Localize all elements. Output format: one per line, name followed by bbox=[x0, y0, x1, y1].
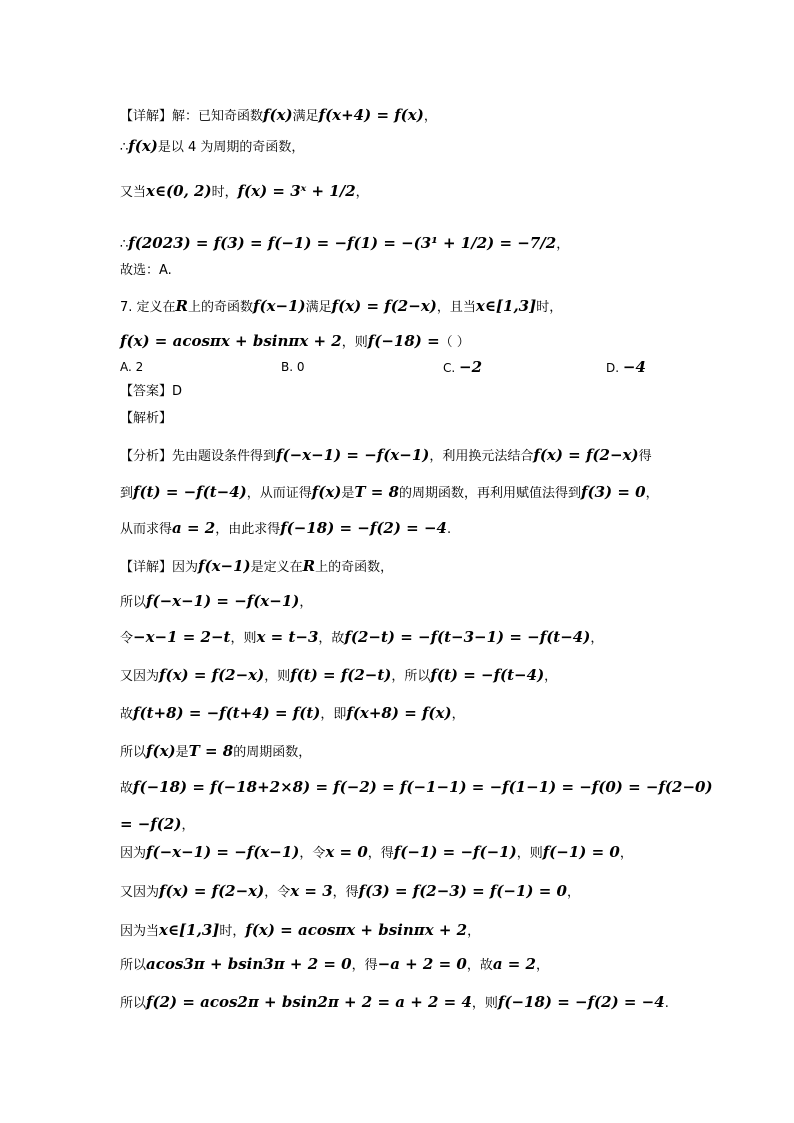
math-expression: f(x−1) bbox=[253, 297, 306, 315]
text-run: 因为 bbox=[120, 846, 147, 861]
math-expression: f(x) = f(2−x) bbox=[159, 882, 265, 900]
text-run: ， bbox=[299, 595, 313, 610]
text-run: 所以 bbox=[120, 745, 147, 760]
math-expression: f(−18) = −f(2) = −4 bbox=[280, 519, 447, 537]
math-expression: f(−18) = −f(2) = −4 bbox=[497, 993, 665, 1011]
math-expression: f(3) = f(2−3) = f(−1) = 0 bbox=[358, 882, 567, 900]
text-run: ，则 bbox=[516, 846, 543, 861]
text-run: ，则 bbox=[341, 335, 368, 350]
option-a bbox=[120, 360, 143, 374]
solution-line-5 bbox=[120, 704, 465, 723]
text-run: 到 bbox=[120, 486, 134, 501]
math-expression: f(−1) = 0 bbox=[542, 843, 620, 861]
detail-line-1 bbox=[120, 106, 437, 125]
solution-line-8 bbox=[120, 815, 194, 834]
text-run: C. bbox=[443, 361, 460, 375]
math-expression: x = 0 bbox=[325, 843, 368, 861]
solution-line-10 bbox=[120, 882, 580, 901]
math-expression: T = 8 bbox=[354, 483, 400, 501]
solution-line-6 bbox=[120, 742, 311, 761]
text-run: ，故 bbox=[466, 958, 493, 973]
math-expression: f(t) = −f(t−4) bbox=[133, 483, 247, 501]
text-run: 故 bbox=[120, 781, 134, 796]
math-expression: f(2) = acos2π + bsin2π + 2 = a + 2 = 4 bbox=[146, 993, 472, 1011]
math-expression: x = 3 bbox=[290, 882, 333, 900]
solution-line-9 bbox=[120, 843, 633, 862]
text-run: 【详解】解：已知奇函数 bbox=[120, 109, 264, 124]
math-expression: f(2−t) = −f(t−3−1) = −f(t−4) bbox=[344, 628, 591, 646]
text-run: 时， bbox=[219, 924, 246, 939]
math-expression: f(x) = acosπx + bsinπx + 2 bbox=[120, 332, 342, 350]
math-expression: acos3π + bsin3π + 2 = 0 bbox=[146, 955, 352, 973]
text-run: ，得 bbox=[332, 885, 359, 900]
text-run: 【解析】 bbox=[120, 411, 173, 426]
math-expression: f(−18) = bbox=[367, 332, 440, 350]
math-expression: f(3) = 0 bbox=[581, 483, 646, 501]
math-expression: −2 bbox=[459, 358, 483, 376]
text-run: ， bbox=[451, 707, 465, 722]
text-run: ， bbox=[467, 924, 481, 939]
text-run: 故 bbox=[120, 707, 134, 722]
option-c bbox=[443, 358, 482, 376]
math-expression: f(2023) = f(3) = f(−1) = −f(1) = −(3¹ + 1/2) = −7/2 bbox=[128, 234, 557, 252]
text-run: 【答案】D bbox=[120, 384, 183, 399]
math-expression: f(−18) = f(−18+2×8) = f(−2) = f(−1−1) = −f(1−1) = −f(0) = −f(2−0) bbox=[133, 778, 713, 796]
math-expression: −x−1 = 2−t bbox=[133, 628, 231, 646]
math-expression: f(x) = 3ˣ + 1/2 bbox=[237, 182, 356, 200]
detail-line-2 bbox=[120, 137, 304, 156]
text-run: D. bbox=[606, 361, 623, 375]
math-expression: f(−x−1) = −f(x−1) bbox=[276, 446, 430, 464]
text-run: 所以 bbox=[120, 595, 147, 610]
text-run: ，故 bbox=[318, 631, 345, 646]
text-run: ，则 bbox=[471, 996, 498, 1011]
math-expression: x∈(0, 2) bbox=[146, 182, 212, 200]
solution-line-3 bbox=[120, 628, 603, 647]
solution-line-1 bbox=[120, 557, 393, 576]
text-run: . bbox=[446, 522, 452, 537]
text-run: 是定义在 bbox=[250, 560, 303, 575]
text-run: 又当 bbox=[120, 185, 147, 200]
text-run: 得 bbox=[638, 449, 652, 464]
math-expression: f(t) = f(2−t) bbox=[290, 666, 392, 684]
math-expression: −4 bbox=[622, 358, 646, 376]
detail-line-3 bbox=[120, 182, 369, 201]
text-run: 的周期函数， bbox=[233, 745, 312, 760]
math-expression: x∈[1,3] bbox=[159, 921, 220, 939]
math-expression: −a + 2 = 0 bbox=[377, 955, 467, 973]
option-d bbox=[606, 358, 646, 376]
text-run: 又因为 bbox=[120, 669, 160, 684]
text-run: ，即 bbox=[320, 707, 347, 722]
text-run: 所以 bbox=[120, 996, 147, 1011]
solution-line-7 bbox=[120, 778, 713, 797]
answer-choice-line bbox=[120, 263, 172, 279]
text-run: ， bbox=[544, 669, 558, 684]
question-7-stem bbox=[120, 297, 562, 316]
text-run: B. 0 bbox=[281, 360, 305, 374]
solution-line-11 bbox=[120, 921, 480, 940]
text-run: 从而求得 bbox=[120, 522, 173, 537]
text-run: ，则 bbox=[230, 631, 257, 646]
text-run: 是 bbox=[341, 486, 355, 501]
analysis-label bbox=[120, 411, 172, 427]
text-run: 所以 bbox=[120, 958, 147, 973]
text-run: ∴ bbox=[120, 140, 129, 155]
math-expression: f(x) = acosπx + bsinπx + 2 bbox=[245, 921, 468, 939]
math-expression: f(−x−1) = −f(x−1) bbox=[146, 592, 300, 610]
text-run: ，且当 bbox=[436, 300, 476, 315]
text-run: ， bbox=[423, 109, 437, 124]
text-run: ， bbox=[566, 885, 580, 900]
analysis-line-1 bbox=[120, 446, 652, 465]
math-expression: f(x) = f(2−x) bbox=[331, 297, 437, 315]
math-expression: f(x) bbox=[146, 742, 176, 760]
text-run: ， bbox=[181, 818, 195, 833]
math-expression: R bbox=[175, 297, 189, 315]
text-run: 【分析】先由题设条件得到 bbox=[120, 449, 277, 464]
text-run: 是 bbox=[175, 745, 189, 760]
text-run: ，由此求得 bbox=[215, 522, 281, 537]
solution-line-12 bbox=[120, 955, 549, 974]
text-run: 满足 bbox=[305, 300, 332, 315]
text-run: ，所以 bbox=[391, 669, 431, 684]
text-run: ， bbox=[590, 631, 604, 646]
text-run: 又因为 bbox=[120, 885, 160, 900]
text-run: 是以 4 为周期的奇函数， bbox=[157, 140, 305, 155]
text-run: ，从而证得 bbox=[246, 486, 312, 501]
analysis-line-2 bbox=[120, 483, 659, 502]
text-run: ，得 bbox=[351, 958, 378, 973]
text-run: （ ） bbox=[439, 335, 470, 350]
question-7-function bbox=[120, 332, 470, 351]
text-run: ， bbox=[536, 958, 550, 973]
math-expression: x∈[1,3] bbox=[475, 297, 537, 315]
math-expression: f(x) = f(2−x) bbox=[533, 446, 639, 464]
math-expression: f(x−1) bbox=[198, 557, 251, 575]
text-run: ，得 bbox=[367, 846, 394, 861]
answer-label bbox=[120, 384, 182, 400]
option-b bbox=[281, 360, 305, 374]
solution-line-2 bbox=[120, 592, 312, 611]
text-run: . bbox=[664, 996, 669, 1011]
detail-line-4 bbox=[120, 234, 569, 253]
text-run: ， bbox=[556, 237, 570, 252]
text-run: A. 2 bbox=[120, 360, 144, 374]
math-expression: = −f(2) bbox=[120, 815, 182, 833]
math-expression: x = t−3 bbox=[256, 628, 319, 646]
text-run: ∴ bbox=[120, 237, 129, 252]
math-expression: f(x) bbox=[263, 106, 293, 124]
text-run: ，令 bbox=[264, 885, 291, 900]
text-run: 令 bbox=[120, 631, 134, 646]
math-expression: f(t+8) = −f(t+4) = f(t) bbox=[133, 704, 321, 722]
text-run: ，则 bbox=[264, 669, 291, 684]
math-expression: f(−1) = −f(−1) bbox=[393, 843, 517, 861]
solution-line-4 bbox=[120, 666, 557, 685]
analysis-line-3 bbox=[120, 519, 451, 538]
text-run: 故选：A. bbox=[120, 263, 172, 278]
text-run: ，利用换元法结合 bbox=[429, 449, 534, 464]
text-run: 时， bbox=[211, 185, 238, 200]
math-expression: f(−x−1) = −f(x−1) bbox=[146, 843, 300, 861]
text-run: 时， bbox=[536, 300, 563, 315]
text-run: 因为当 bbox=[120, 924, 160, 939]
math-expression: a = 2 bbox=[172, 519, 216, 537]
text-run: 上的奇函数 bbox=[188, 300, 254, 315]
text-run: ， bbox=[619, 846, 633, 861]
math-expression: T = 8 bbox=[188, 742, 234, 760]
math-expression: a = 2 bbox=[492, 955, 536, 973]
math-expression: f(x) bbox=[311, 483, 342, 501]
math-expression: R bbox=[302, 557, 316, 575]
text-run: 的周期函数，再利用赋值法得到 bbox=[399, 486, 582, 501]
text-run: ， bbox=[645, 486, 659, 501]
text-run: 上的奇函数， bbox=[315, 560, 394, 575]
math-expression: f(x) = f(2−x) bbox=[159, 666, 265, 684]
text-run: ， bbox=[355, 185, 369, 200]
math-expression: f(x) bbox=[128, 137, 158, 155]
text-run: 7. 定义在 bbox=[120, 300, 176, 315]
solution-line-13 bbox=[120, 993, 669, 1012]
text-run: 【详解】因为 bbox=[120, 560, 199, 575]
text-run: ，令 bbox=[299, 846, 326, 861]
math-expression: f(t) = −f(t−4) bbox=[430, 666, 545, 684]
math-expression: f(x+8) = f(x) bbox=[346, 704, 452, 722]
text-run: 满足 bbox=[292, 109, 319, 124]
math-expression: f(x+4) = f(x) bbox=[318, 106, 424, 124]
